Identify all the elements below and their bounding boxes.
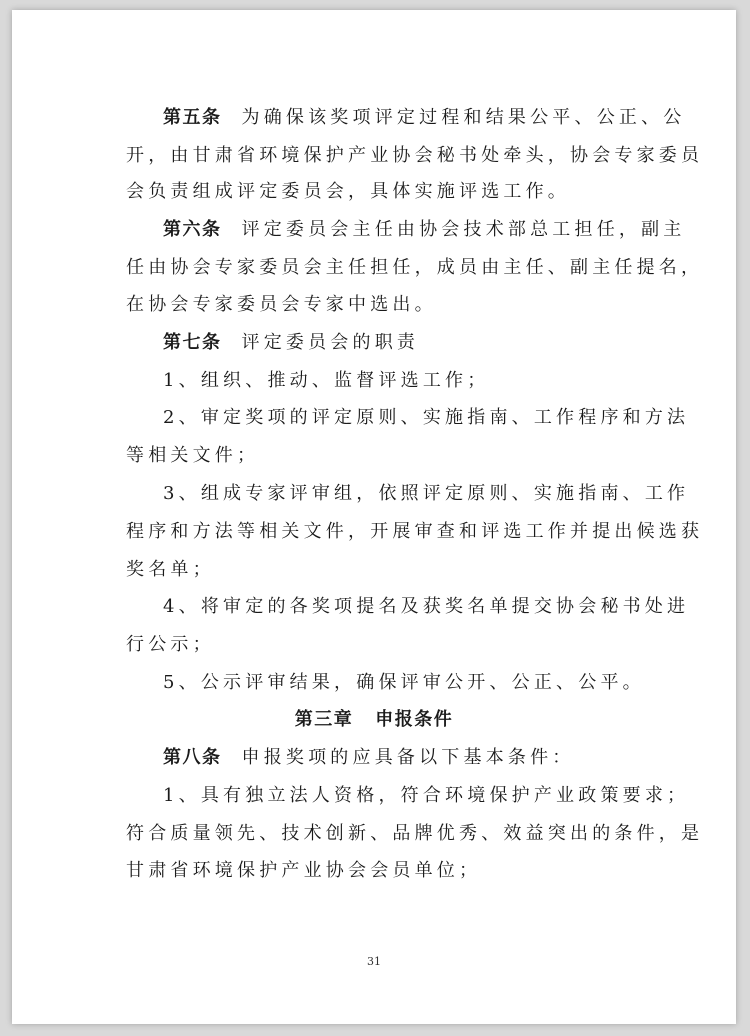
paragraph-line: 会负责组成评定委员会，具体实施评选工作。: [126, 181, 570, 202]
chapter-heading: [12, 708, 736, 732]
paragraph-line: 开，由甘肃省环境保护产业协会秘书处牵头，协会专家委员: [126, 145, 704, 166]
paragraph-line: 奖名单；: [126, 559, 215, 580]
chapter-number: 第三章: [294, 709, 354, 730]
paragraph-line: 符合质量领先、技术创新、品牌优秀、效益突出的条件，是: [126, 823, 704, 844]
article-label: 第八条: [163, 747, 222, 768]
list-item: 3、组成专家评审组，依照评定原则、实施指南、工作: [163, 483, 690, 504]
list-item: 1、组织、推动、监督评选工作；: [163, 370, 490, 391]
document-page: [12, 10, 736, 1024]
article-label: 第六条: [163, 219, 222, 240]
paragraph-line: 第五条 为确保该奖项评定过程和结果公平、公正、公: [163, 107, 686, 128]
paragraph-line: 行公示；: [126, 634, 215, 655]
article-label: 第五条: [163, 107, 222, 128]
list-item: 2、审定奖项的评定原则、实施指南、工作程序和方法: [163, 407, 690, 428]
paragraph-line: 甘肃省环境保护产业协会会员单位；: [126, 860, 482, 881]
paragraph-line: 等相关文件；: [126, 445, 260, 466]
paragraph-line: 程序和方法等相关文件，开展审查和评选工作并提出候选获: [126, 521, 704, 542]
paragraph-line: 任由协会专家委员会主任担任，成员由主任、副主任提名，: [126, 257, 704, 278]
chapter-title: 申报条件: [375, 709, 454, 730]
page-number: 31: [367, 955, 381, 968]
paragraph-line: 第八条 申报奖项的应具备以下基本条件：: [163, 747, 575, 768]
list-item: 5、公示评审结果，确保评审公开、公正、公平。: [163, 672, 645, 693]
paragraph-line: 第六条 评定委员会主任由协会技术部总工担任，副主: [163, 219, 686, 240]
list-item: 4、将审定的各奖项提名及获奖名单提交协会秘书处进: [163, 596, 690, 617]
list-item: 1、具有独立法人资格，符合环境保护产业政策要求；: [163, 785, 690, 806]
paragraph-line: 第七条 评定委员会的职责: [163, 332, 420, 353]
paragraph-line: 在协会专家委员会专家中选出。: [126, 294, 437, 315]
article-label: 第七条: [163, 332, 222, 353]
